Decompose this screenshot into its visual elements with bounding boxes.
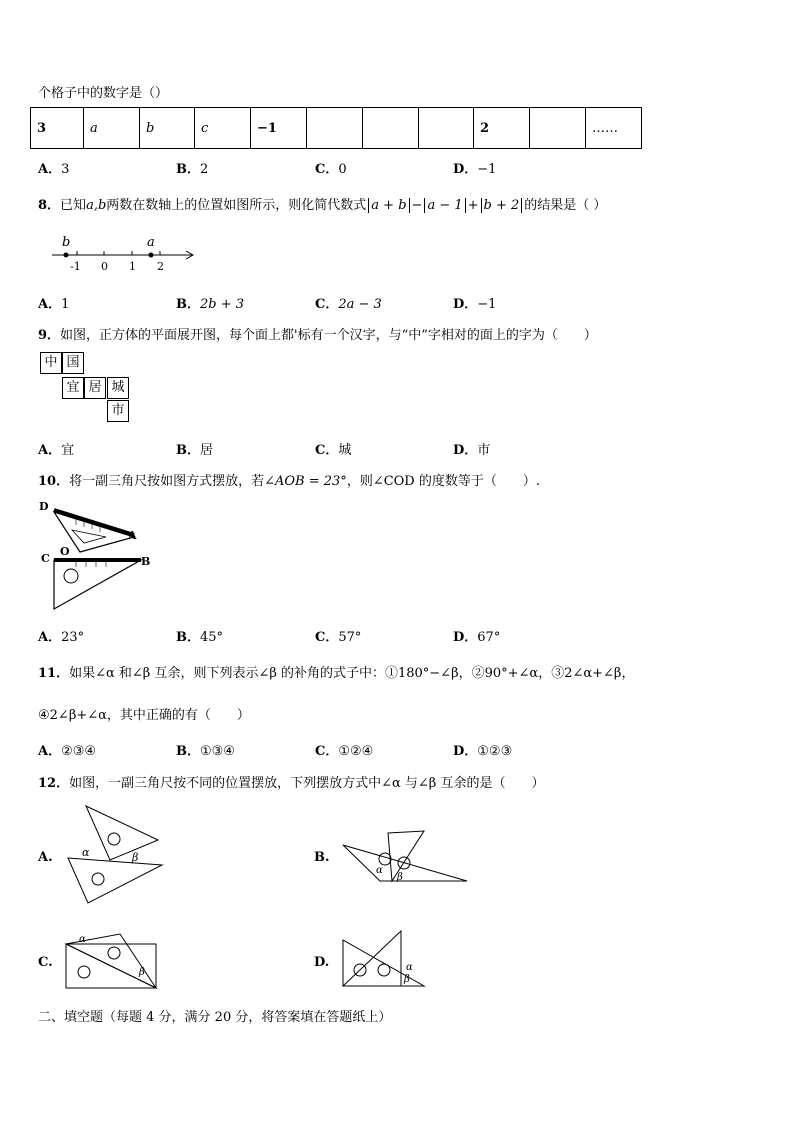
q7-grid: [30, 107, 642, 149]
point-a-dot: [149, 253, 154, 258]
number-line-figure: [40, 230, 210, 275]
grid-cell: [419, 108, 474, 149]
tick-label: 0: [101, 260, 108, 273]
option-d: D．市: [453, 443, 491, 458]
beta-label: β: [397, 872, 403, 883]
option-a: A．②③④: [38, 744, 97, 759]
tick-label: -1: [70, 260, 81, 273]
option-d: D．−1: [453, 162, 497, 177]
label-o: O: [60, 545, 70, 558]
cube-face: 城: [107, 377, 129, 399]
option-d: D．67°: [453, 630, 501, 645]
beta-label: β: [404, 974, 410, 985]
point-b-label: b: [62, 235, 71, 250]
option-b: B．①③④: [176, 744, 235, 759]
q11-stem-line2: ④2∠β+∠α，其中正确的有（ ）: [38, 708, 250, 723]
option-c: C．57°: [315, 630, 362, 645]
choice-label-a: A.: [38, 850, 53, 865]
cube-face: 居: [84, 377, 106, 399]
option-c: C．2a − 3: [315, 297, 382, 312]
q7-stem-tail: 个格子中的数字是（）: [38, 86, 169, 101]
q11-stem-line1: 11．如果∠α 和∠β 互余，则下列表示∠β 的补角的式子中：①180°−∠β，②90°+∠α，③2∠α+∠β，: [38, 666, 635, 681]
q8-stem: 8．已知a,b两数在数轴上的位置如图所示，则化简代数式 a + b − a − 1 + b + 2 的结果是（ ）: [38, 198, 607, 213]
grid-cell: [530, 108, 586, 149]
cube-net-figure: [38, 350, 138, 430]
choice-label-d: D.: [314, 955, 330, 970]
option-b: B．居: [176, 443, 214, 458]
option-b: B．2b + 3: [176, 297, 245, 312]
grid-cell: [363, 108, 419, 149]
choice-label-b: B.: [314, 850, 330, 865]
cube-face: 中: [40, 352, 62, 374]
q12-stem: 12．如图，一副三角尺按不同的位置摆放，下列摆放方式中∠α 与∠β 互余的是（ ）: [38, 776, 545, 791]
point-a-label: a: [147, 235, 155, 250]
grid-cell: b: [140, 108, 195, 149]
point-b-dot: [64, 253, 69, 258]
alpha-label: α: [79, 934, 86, 945]
label-c: C: [41, 552, 50, 565]
option-d: D．①②③: [453, 744, 513, 759]
alpha-label: α: [82, 846, 90, 859]
alpha-label: α: [376, 865, 383, 876]
grid-cell: ……: [586, 108, 642, 149]
grid-cell: 3: [31, 108, 84, 149]
grid-cell: [307, 108, 363, 149]
alpha-label: α: [406, 962, 413, 973]
figure-b: [340, 828, 470, 883]
grid-cell: −1: [251, 108, 307, 149]
label-d: D: [39, 500, 49, 513]
grid-cell: c: [195, 108, 251, 149]
set-square-figure-q10: [36, 497, 156, 615]
option-c: C．0: [315, 162, 347, 177]
label-b: B: [141, 555, 151, 568]
figure-d: [340, 928, 430, 990]
option-c: C．城: [315, 443, 352, 458]
q10-stem: 10．将一副三角尺按如图方式摆放，若∠AOB = 23°，则∠COD 的度数等于（ ）.: [38, 474, 540, 489]
option-c: C．①②④: [315, 744, 374, 759]
beta-label: β: [139, 967, 145, 978]
section-heading: 二、填空题（每题 4 分，满分 20 分，将答案填在答题纸上）: [38, 1010, 392, 1025]
option-a: A．3: [38, 162, 70, 177]
tick-label: 1: [129, 260, 136, 273]
option-a: A．宜: [38, 443, 75, 458]
q9-stem: 9．如图，正方体的平面展开图，每个面上都'标有一个汉字，与“中”字相对的面上的字为（ ）: [38, 328, 597, 343]
grid-cell: 2: [474, 108, 530, 149]
grid-cell: a: [84, 108, 140, 149]
option-a: A．1: [38, 297, 70, 312]
option-b: B．45°: [176, 630, 224, 645]
figure-c: [62, 928, 162, 990]
tick-label: 2: [157, 260, 164, 273]
cube-face: 宜: [62, 377, 84, 399]
option-a: A．23°: [38, 630, 85, 645]
option-b: B．2: [176, 162, 209, 177]
label-a: A: [128, 529, 137, 542]
cube-face: 国: [62, 352, 84, 374]
figure-a: [62, 803, 172, 908]
beta-label: β: [132, 851, 139, 864]
option-d: D．−1: [453, 297, 497, 312]
cube-face: 市: [107, 400, 129, 422]
choice-label-c: C.: [38, 955, 53, 970]
